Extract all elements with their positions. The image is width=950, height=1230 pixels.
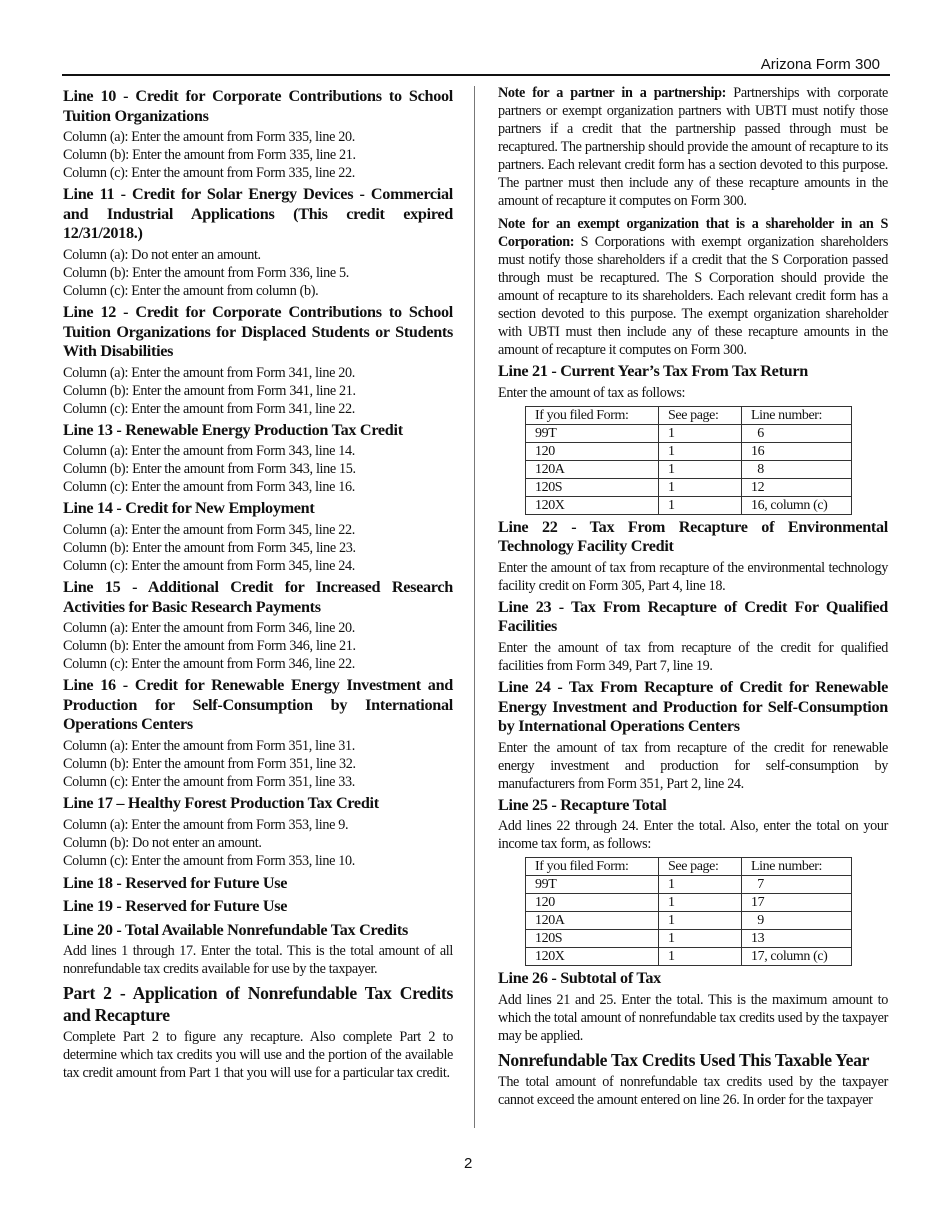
section-paragraph: Enter the amount of tax from recapture of the credit for renewable energy investment and production for self-consumption by manufacturers from Form 351, Part 2, line 24.: [498, 739, 888, 792]
section-line-20: [63, 921, 453, 979]
instruction-line: Column (b): Enter the amount from Form 343, line 15.: [63, 461, 356, 478]
table-cell: 1: [659, 930, 742, 948]
section-intro: Add lines 22 through 24. Enter the total. Also, enter the total on your income tax form, as follows:: [498, 818, 888, 853]
table-header: Line number:: [742, 406, 852, 424]
section-line-11: [63, 185, 453, 300]
section-paragraph: Enter the amount of tax from recapture of the environmental technology facility credit on Form 305, Part 4, line 18.: [498, 559, 888, 594]
table-cell: 12: [742, 478, 852, 496]
section-heading: Line 23 - Tax From Recapture of Credit For Qualified Facilities: [498, 597, 888, 636]
table-header: If you filed Form:: [526, 406, 659, 424]
form-line-table: [525, 857, 852, 966]
section-heading: Nonrefundable Tax Credits Used This Taxable Year: [498, 1049, 870, 1070]
section-line-17: [63, 794, 453, 870]
section-part-2: [63, 983, 453, 1082]
table-cell: 120A: [526, 460, 659, 478]
table-header: Line number:: [742, 858, 852, 876]
table-cell: 120S: [526, 478, 659, 496]
section-line-22: [498, 518, 888, 595]
section-heading: Line 26 - Subtotal of Tax: [498, 969, 661, 988]
form-line-table: [525, 406, 852, 515]
table-row: [526, 478, 852, 496]
section-heading: Line 18 - Reserved for Future Use: [63, 873, 288, 892]
section-paragraph: The total amount of nonrefundable tax credits used by the taxpayer cannot exceed the amount entered on line 26. In order for the taxpayer: [498, 1074, 888, 1109]
section-heading: Line 19 - Reserved for Future Use: [63, 897, 288, 916]
note-lead: Note for a partner in a partnership:: [498, 85, 727, 101]
table-cell: 120X: [526, 496, 659, 514]
note-partner: [498, 84, 888, 210]
note-text: S Corporations with exempt organization shareholders must notify those shareholders if a credit that the S Corporation passed through must be recaptured. The S Corporation should provide the amount of recapture to its shareholders. Each relevant credit form has a section devoted to this purpose. The exempt organization shareholder with UBTI must then include any of these recapture amounts in the amount of recapture it computes on Form 300.: [498, 234, 888, 358]
table-row: [526, 876, 852, 894]
section-heading: Line 13 - Renewable Energy Production Tax Credit: [63, 420, 403, 439]
instruction-line: Column (b): Enter the amount from Form 346, line 21.: [63, 638, 356, 655]
section-heading: Line 22 - Tax From Recapture of Environmental Technology Facility Credit: [498, 517, 888, 556]
section-paragraph: Enter the amount of tax from recapture of the credit for qualified facilities from Form 349, Part 7, line 19.: [498, 639, 888, 674]
table-cell: 1: [659, 948, 742, 966]
table-cell: 120: [526, 894, 659, 912]
instruction-line: Column (a): Enter the amount from Form 335, line 20.: [63, 129, 355, 146]
instruction-line: Column (c): Enter the amount from Form 343, line 16.: [63, 479, 355, 496]
instruction-line: Column (c): Enter the amount from Form 346, line 22.: [63, 656, 355, 673]
table-cell: 99T: [526, 424, 659, 442]
section-heading: Line 25 - Recapture Total: [498, 795, 667, 814]
instruction-line: Column (c): Enter the amount from Form 351, line 33.: [63, 773, 355, 790]
section-line-15: [63, 578, 453, 673]
table-cell: 6: [742, 424, 852, 442]
table-row: [526, 912, 852, 930]
table-cell: 1: [659, 460, 742, 478]
instruction-line: Column (c): Enter the amount from Form 341, line 22.: [63, 400, 355, 417]
section-line-23: [498, 598, 888, 675]
instruction-line: Column (c): Enter the amount from column (b).: [63, 282, 319, 299]
section-heading: Line 17 – Healthy Forest Production Tax Credit: [63, 793, 379, 812]
table-cell: 1: [659, 424, 742, 442]
instruction-line: Column (c): Enter the amount from Form 335, line 22.: [63, 165, 355, 182]
table-cell: 13: [742, 930, 852, 948]
section-line-12: [63, 303, 453, 418]
section-line-25: [498, 796, 888, 967]
table-row: [526, 496, 852, 514]
instruction-line: Column (b): Enter the amount from Form 336, line 5.: [63, 264, 349, 281]
section-paragraph: Complete Part 2 to figure any recapture. Also complete Part 2 to determine which tax credits you will use and the portion of the available tax credit amount from Part 1 that you will use for a particular tax credit.: [63, 1029, 453, 1082]
table-cell: 120: [526, 442, 659, 460]
section-line-19: [63, 897, 453, 917]
section-heading: Line 16 - Credit for Renewable Energy Investment and Production for Self-Consumption by International Operations Centers: [63, 676, 453, 734]
section-line-21: [498, 362, 888, 515]
note-text: Partnerships with corporate partners or exempt organization partners with UBTI must notify those partners if a credit that the partnership passed through must be recaptured. The partnership should provide the amount of recapture to its partners. Each relevant credit form has a section devoted to this purpose. The partner must then include any of these recapture amounts in the amount of recapture it computes on Form 300.: [498, 85, 888, 209]
table-row: [526, 948, 852, 966]
section-intro: Enter the amount of tax as follows:: [498, 384, 686, 401]
section-heading: Line 12 - Credit for Corporate Contributions to School Tuition Organizations for Displaced Students or Students With Disabilities: [63, 302, 453, 361]
table-cell: 120S: [526, 930, 659, 948]
table-row: [526, 424, 852, 442]
column-divider: [474, 86, 475, 1128]
table-cell: 1: [659, 876, 742, 894]
instruction-line: Column (a): Enter the amount from Form 353, line 9.: [63, 816, 349, 833]
page-number: 2: [464, 1155, 473, 1172]
table-header-row: [526, 858, 852, 876]
table-cell: 17: [742, 894, 852, 912]
table-row: [526, 894, 852, 912]
section-line-10: [63, 87, 453, 182]
right-column: [498, 84, 888, 1112]
table-header-row: [526, 406, 852, 424]
section-heading: Line 15 - Additional Credit for Increased Research Activities for Basic Research Payments: [63, 577, 453, 616]
table-cell: 1: [659, 894, 742, 912]
instruction-line: Column (b): Enter the amount from Form 341, line 21.: [63, 382, 356, 399]
table-row: [526, 930, 852, 948]
table-header: See page:: [659, 406, 742, 424]
instruction-line: Column (a): Enter the amount from Form 345, line 22.: [63, 521, 355, 538]
instruction-line: Column (b): Enter the amount from Form 351, line 32.: [63, 755, 356, 772]
instruction-line: Column (b): Do not enter an amount.: [63, 834, 262, 851]
table-cell: 1: [659, 442, 742, 460]
section-heading: Line 10 - Credit for Corporate Contributions to School Tuition Organizations: [63, 87, 453, 125]
table-cell: 1: [659, 496, 742, 514]
instruction-line: Column (b): Enter the amount from Form 345, line 23.: [63, 539, 356, 556]
section-heading: Line 14 - Credit for New Employment: [63, 499, 315, 518]
table-cell: 99T: [526, 876, 659, 894]
instruction-line: Column (a): Enter the amount from Form 341, line 20.: [63, 364, 355, 381]
section-line-16: [63, 676, 453, 791]
section-line-24: [498, 678, 888, 793]
left-column: [63, 84, 453, 1085]
table-cell: 1: [659, 478, 742, 496]
table-cell: 120A: [526, 912, 659, 930]
part-heading: Part 2 - Application of Nonrefundable Tax Credits and Recapture: [63, 983, 453, 1025]
table-cell: 8: [742, 460, 852, 478]
table-cell: 17, column (c): [742, 948, 852, 966]
table-cell: 16: [742, 442, 852, 460]
section-paragraph: Add lines 21 and 25. Enter the total. This is the maximum amount to which the total amount of nonrefundable tax credits used by the taxpayer may be applied.: [498, 991, 888, 1044]
table-cell: 120X: [526, 948, 659, 966]
table-cell: 16, column (c): [742, 496, 852, 514]
table-cell: 1: [659, 912, 742, 930]
instruction-line: Column (c): Enter the amount from Form 345, line 24.: [63, 557, 355, 574]
table-cell: 7: [742, 876, 852, 894]
table-cell: 9: [742, 912, 852, 930]
instruction-line: Column (a): Enter the amount from Form 351, line 31.: [63, 737, 355, 754]
section-heading: Line 11 - Credit for Solar Energy Devices - Commercial and Industrial Applications (This credit expired 12/31/2018.): [63, 185, 453, 243]
table-header: If you filed Form:: [526, 858, 659, 876]
instruction-line: Column (b): Enter the amount from Form 335, line 21.: [63, 147, 356, 164]
instruction-line: Column (a): Do not enter an amount.: [63, 246, 261, 263]
table-row: [526, 460, 852, 478]
section-line-18: [63, 874, 453, 894]
section-paragraph: Add lines 1 through 17. Enter the total. This is the total amount of all nonrefundable tax credits available for use by the taxpayer.: [63, 943, 453, 978]
section-heading: Line 21 - Current Year’s Tax From Tax Return: [498, 362, 808, 380]
instruction-line: Column (a): Enter the amount from Form 346, line 20.: [63, 620, 355, 637]
note-exempt-organization: [498, 215, 888, 359]
section-heading: Line 20 - Total Available Nonrefundable Tax Credits: [63, 920, 408, 939]
form-title: Arizona Form 300: [760, 56, 880, 73]
section-line-13: [63, 421, 453, 497]
instruction-line: Column (a): Enter the amount from Form 343, line 14.: [63, 443, 355, 460]
table-header: See page:: [659, 858, 742, 876]
instruction-line: Column (c): Enter the amount from Form 353, line 10.: [63, 852, 355, 869]
section-line-26: [498, 969, 888, 1045]
section-line-14: [63, 499, 453, 575]
header-rule: [62, 74, 890, 76]
section-credits-used: [498, 1050, 888, 1110]
section-heading: Line 24 - Tax From Recapture of Credit for Renewable Energy Investment and Production for Self-Consumption by International Operations Centers: [498, 677, 888, 736]
note-lead: Note for an exempt organization that is a shareholder in an S Corporation:: [498, 216, 888, 250]
table-row: [526, 442, 852, 460]
